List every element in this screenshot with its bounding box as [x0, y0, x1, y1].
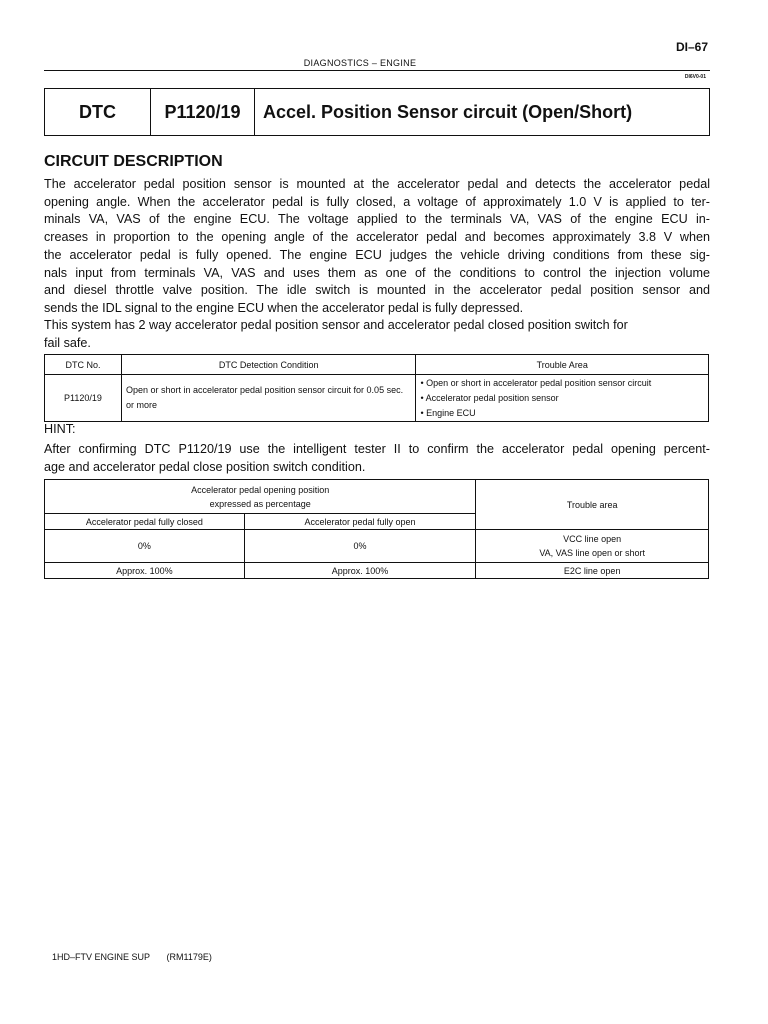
text-line: and diesel throttle valve position. The idle switch is mounted in the accelerator pedal position sensor and — [44, 283, 710, 298]
trouble-line: VCC line open — [563, 534, 622, 544]
fully-closed-cell: 0% — [45, 530, 245, 563]
text-line: After confirming DTC P1120/19 use the intelligent tester II to confirm the accelerator pedal opening percent- — [44, 442, 710, 456]
column-header-fully-open: Accelerator pedal fully open — [244, 514, 476, 530]
fully-open-cell: 0% — [244, 530, 476, 563]
group-header-line: expressed as percentage — [209, 498, 311, 509]
column-header-dtc-no: DTC No. — [45, 355, 122, 375]
text-line: This system has 2 way accelerator pedal position sensor and accelerator pedal closed position switch for — [44, 318, 628, 332]
page-number: DI–67 — [675, 40, 708, 54]
hint-text — [44, 441, 710, 476]
detection-condition-cell: Open or short in accelerator pedal position sensor circuit for 0.05 sec. or more — [121, 375, 416, 422]
fully-open-cell: Approx. 100% — [244, 563, 476, 579]
dtc-title-box — [44, 88, 710, 136]
column-header-fully-closed: Accelerator pedal fully closed — [45, 514, 245, 530]
group-header-line: Accelerator pedal opening position — [191, 484, 330, 495]
hint-label: HINT: — [44, 422, 76, 436]
table-row — [45, 375, 709, 422]
dtc-title: Accel. Position Sensor circuit (Open/Short) — [263, 101, 633, 122]
text-line: nals input from terminals VA, VAS and uses them as one of the conditions to control the injection volume — [44, 265, 710, 280]
column-header-trouble-area: Trouble area — [476, 480, 709, 530]
text-line: The accelerator pedal position sensor is mounted at the accelerator pedal and detects the accelerator pedal — [44, 177, 710, 191]
trouble-area-item: • Open or short in accelerator pedal position sensor circuit — [420, 377, 652, 388]
fully-closed-cell: Approx. 100% — [45, 563, 245, 579]
page-footer — [52, 952, 226, 962]
circuit-description-text — [44, 176, 710, 318]
dtc-code: P1120/19 — [151, 89, 255, 135]
text-line: fail safe. — [44, 335, 91, 350]
text-line: age and accelerator pedal close position switch condition. — [44, 459, 366, 474]
column-header-detection-condition: DTC Detection Condition — [121, 355, 416, 375]
trouble-line: VA, VAS line open or short — [539, 548, 646, 558]
footer-manual-code: (RM1179E) — [166, 952, 212, 962]
dtc-table — [44, 354, 709, 422]
group-header-opening-position — [45, 480, 476, 514]
circuit-description-heading: CIRCUIT DESCRIPTION — [44, 153, 223, 170]
dtc-number-cell: P1120/19 — [45, 375, 122, 422]
table-row — [45, 563, 709, 579]
footer-model: 1HD–FTV ENGINE SUP — [52, 952, 151, 962]
header-title: DIAGNOSTICS – ENGINE — [303, 58, 417, 68]
header-rule — [44, 70, 710, 71]
system-note-text — [44, 317, 710, 352]
text-line: sends the IDL signal to the engine ECU when the accelerator pedal is fully depressed. — [44, 300, 524, 315]
trouble-area-cell — [416, 375, 709, 422]
trouble-area-cell: E2C line open — [476, 563, 709, 579]
dtc-label: DTC — [45, 89, 151, 135]
table-row — [45, 530, 709, 563]
text-line: opening angle. When the accelerator pedal is fully closed, a voltage of approximately 1.0 V is applied to ter- — [44, 194, 710, 209]
trouble-area-cell — [476, 530, 709, 563]
text-line: the accelerator pedal is fully opened. The engine ECU judges the vehicle driving conditions from these sig- — [44, 247, 710, 262]
document-code: DI6V0-01 — [684, 74, 706, 80]
text-line: minals VA, VAS of the engine ECU. The voltage applied to the terminals VA, VAS of the engine ECU in- — [44, 212, 710, 227]
trouble-area-item: • Accelerator pedal position sensor — [420, 392, 559, 403]
column-header-trouble-area: Trouble Area — [416, 355, 709, 375]
pedal-opening-table — [44, 479, 709, 579]
text-line: creases in proportion to the opening angle of the accelerator pedal and becomes approximately 3.8 V when — [44, 230, 710, 245]
trouble-area-item: • Engine ECU — [420, 407, 476, 418]
